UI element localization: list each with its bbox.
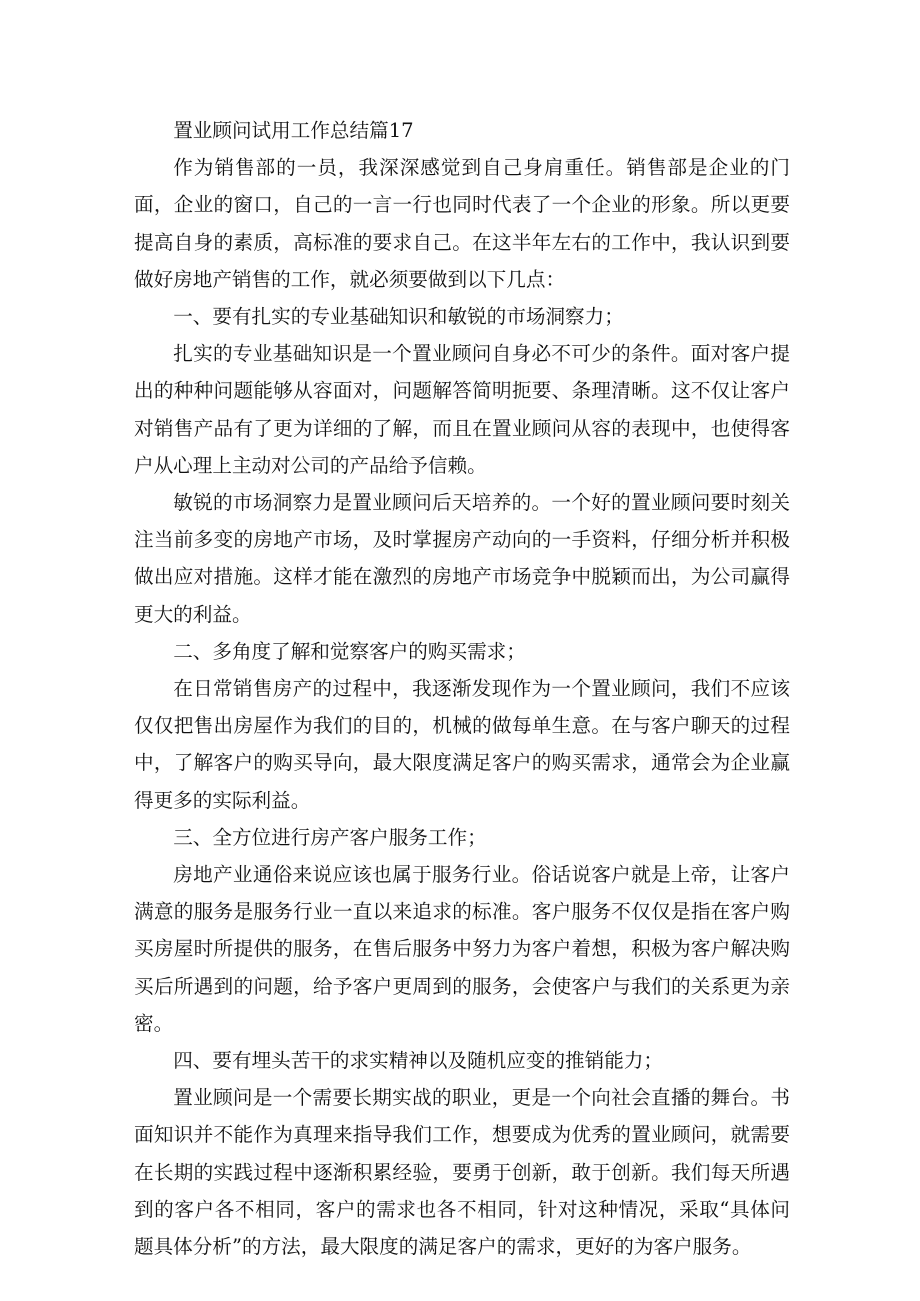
section-heading-3: 三、全方位进行房产客户服务工作； bbox=[173, 825, 487, 849]
paragraph-professional-knowledge: 扎实的专业基础知识是一个置业顾问自身必不可少的条件。面对客户提出的种种问题能够从容面对，问题解答简明扼要、条理清晰。这不仅让客户对销售产品有了更为详细的了解，而且在置业顾问从容的表现中，也使得客户从心理上主动对公司的产品给予信赖。 bbox=[134, 342, 790, 477]
section-heading-1: 一、要有扎实的专业基础知识和敏锐的市场洞察力； bbox=[173, 305, 624, 329]
paragraph-intro: 作为销售部的一员，我深深感觉到自己身肩重任。销售部是企业的门面，企业的窗口，自己的一言一行也同时代表了一个企业的形象。所以更要提高自身的素质，高标准的要求自己。在这半年左右的工作中，我认识到要做好房地产销售的工作，就必须要做到以下几点： bbox=[134, 156, 790, 291]
section-heading-4: 四、要有埋头苦干的求实精神以及随机应变的推销能力； bbox=[173, 1049, 664, 1073]
paragraph-market-insight: 敏锐的市场洞察力是置业顾问后天培养的。一个好的置业顾问要时刻关注当前多变的房地产市场，及时掌握房产动向的一手资料，仔细分析并积极做出应对措施。这样才能在激烈的房地产市场竞争中脱颖而出，为公司赢得更大的利益。 bbox=[134, 491, 790, 626]
section-heading-2: 二、多角度了解和觉察客户的购买需求； bbox=[173, 639, 526, 663]
document-title: 置业顾问试用工作总结篇17 bbox=[173, 119, 414, 142]
paragraph-customer-needs: 在日常销售房产的过程中，我逐渐发现作为一个置业顾问，我们不应该仅仅把售出房屋作为我们的目的，机械的做每单生意。在与客户聊天的过程中，了解客户的购买导向，最大限度满足客户的购买需求，通常会为企业赢得更多的实际利益。 bbox=[134, 677, 790, 812]
paragraph-customer-service: 房地产业通俗来说应该也属于服务行业。俗话说客户就是上帝，让客户满意的服务是服务行业一直以来追求的标准。客户服务不仅仅是指在客户购买房屋时所提供的服务，在售后服务中努力为客户着想，积极为客户解决购买后所遇到的问题，给予客户更周到的服务，会使客户与我们的关系更为亲密。 bbox=[134, 863, 790, 1035]
paragraph-practical-spirit: 置业顾问是一个需要长期实战的职业，更是一个向社会直播的舞台。书面知识并不能作为真理来指导我们工作，想要成为优秀的置业顾问，就需要在长期的实践过程中逐渐积累经验，要勇于创新，敢于创新。我们每天所遇到的客户各不相同，客户的需求也各不相同，针对这种情况，采取“具体问题具体分析”的方法，最大限度的满足客户的需求，更好的为客户服务。 bbox=[134, 1086, 790, 1259]
document-body bbox=[134, 112, 790, 1265]
